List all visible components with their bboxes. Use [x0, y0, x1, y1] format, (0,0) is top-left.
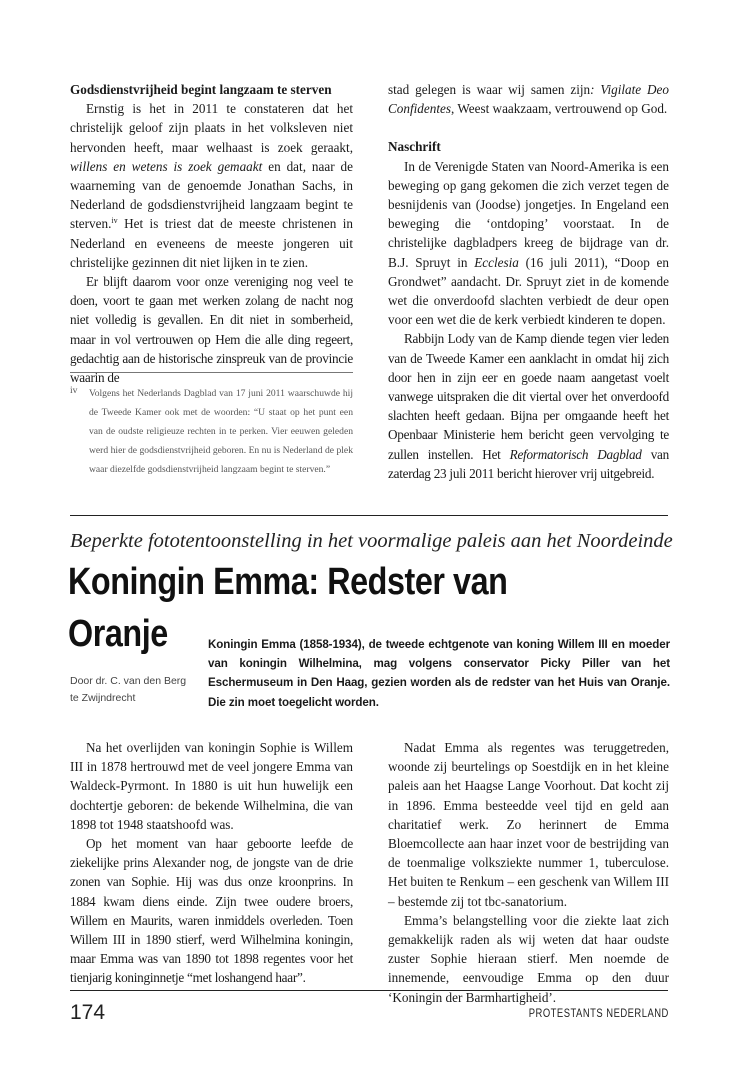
text-run: Rabbijn Lody van de Kamp diende tegen vier leden van de Tweede Kamer een aanklacht in omdat hij zich door hen in zijn eer en goede naam aangetast voelt vanwege uitspraken die dit viertal over het onverdoofd slachten heeft gedaan. Bijna per omgaande heeft het Openbaar Ministerie hem bericht geen vervolging te zullen instellen. Het: [388, 331, 669, 462]
paragraph: [70, 99, 353, 272]
section-heading-naschrift: Naschrift: [388, 139, 441, 155]
italic-phrase: Reformatorisch Dagblad: [509, 446, 642, 462]
paragraph: Op het moment van haar geboorte leefde de ziekelijke prins Alexander nog, de jongste van de drie zonen van Sophie. Hij was dus onze kroonprins. In 1884 kwam diens einde. Zijn twee oudere broers, Willem en Maurits, waren inmiddels overleden. Toen Willem III in 1890 stierf, werd Wilhelmina koningin, maar Emma was van 1890 tot 1898 regentes voor het tienjarig koninginnetje “met loshangend haar”.: [70, 836, 353, 986]
italic-phrase: Ecclesia: [474, 254, 519, 270]
text-run: Ernstig is het in 2011 te constateren dat het christelijk geloof zijn plaats in het volksleven niet hervonden heeft, maar welhaast is zoek geraakt,: [70, 101, 353, 155]
spacer: [388, 118, 669, 137]
bottom-right-column: [388, 738, 669, 1007]
paragraph: Emma’s belangstelling voor die ziekte laat zich gemakkelijk raden als wij weten dat haar oudste zuster Sophie hieraan stierf. Men noemde de innemende, eenvoudige Emma op den duur ‘Koningin der Barmhartigheid’.: [388, 912, 669, 1005]
footnote-text: Volgens het Nederlands Dagblad van 17 juni 2011 waarschuwde hij de Tweede Kamer ook met de woorden: “U staat op het punt een van de oudste religieuze rechten in te perken. Vier eeuwen geleden werd hier de godsdienstvrijheid geboren. En nu is Nederland de plek waar diezelfde godsdienstvrijheid langzaam begint te sterven.”: [89, 388, 353, 475]
publication-name: PROTESTANTS NEDERLAND: [528, 1008, 669, 1020]
footnote: [70, 384, 353, 479]
article-lead: Koningin Emma (1858-1934), de tweede echtgenote van koning Willem III en moeder van koningin Wilhelmina, mag volgens conservator Picky Piller van het Eschermuseum in Den Haag, gezien worden als de redster van het Huis van Oranje. Die zin moet toegelicht worden.: [208, 638, 670, 709]
paragraph: Na het overlijden van koningin Sophie is Willem III in 1878 hertrouwd met de veel jongere Emma van Waldeck-Pyrmont. In 1880 is uit hun huwelijk een dochtertje geboren: de bekende Wilhelmina, die van 1898 tot 1948 staatshoofd was.: [70, 740, 353, 832]
bottom-left-column: [70, 738, 353, 988]
article-headline: Koningin Emma: Redster van Oranje: [68, 561, 508, 655]
italic-phrase: willens en wetens is zoek gemaakt: [70, 158, 263, 174]
text-run: In de Verenigde Staten van Noord-Amerika is een beweging op gang gekomen die zich verzet tegen de besnijdenis van (Joodse) jongetjes. In Engeland een beweging die ‘ontdoping’ voorstaat. In de christelijke dagbladpers kreeg de bijdrage van dr. B.J. Spruyt in: [388, 158, 669, 270]
paragraph: Er blijft daarom voor onze vereniging nog veel te doen, voort te gaan met werken zolang de nacht nog niet volledig is gevallen. En dit niet in somberheid, maar in vol vertrouwen op Hem die alle ding regeert, gedachtig aan de historische zinspreuk van de provincie waarin de: [70, 274, 353, 386]
text-run: (16 juli 2011), “Doop en Grondwet” aandacht. Dr. Spruyt ziet in de komende wet die onverdoofd slachten verbiedt de deur open voor een wet die de kerk verbiedt kinderen te dopen.: [388, 254, 670, 328]
top-left-column: [70, 80, 353, 387]
footer-rule: [70, 990, 668, 991]
text-run: Het is triest dat de meeste christenen in Nederland en eveneens de meeste jongeren uit christelijke gezinnen dit niet lijken in te zien.: [70, 216, 353, 270]
article-kicker: Beperkte fototentoonstelling in het voormalige paleis aan het Noordeinde: [70, 530, 673, 552]
paragraph: Nadat Emma als regentes was teruggetreden, woonde zij beurtelings op Soestdijk en in het kleine paleis aan het Haagse Lange Voorhout. Dat kocht zij in 1896. Emma besteedde veel tijd en geld aan charitatief werk. Zo herinnert de Emma Bloemcollecte aan haar inzet voor de bestrijding van de toenmalige volksziekte nummer 1, tuberculose. Het buiten te Renkum – een geschenk van Willem III – bestemde zij tot tbc-sanatorium.: [388, 740, 669, 909]
paragraph: [388, 157, 669, 330]
footnote-reference: iv: [111, 216, 118, 226]
footnote-marker: iv: [70, 385, 78, 396]
text-run: van zaterdag 23 juli 2011 bericht hierover vrij uitgebreid.: [388, 446, 669, 481]
italic-phrase: : Vigilate Deo Confidentes: [388, 82, 669, 117]
paragraph: [388, 80, 669, 118]
text-run: stad gelegen is waar wij samen zijn: [388, 82, 591, 97]
top-right-column: [388, 80, 669, 483]
page-number: 174: [70, 1001, 106, 1024]
article-top-rule: [70, 515, 668, 516]
paragraph: [388, 329, 669, 483]
text-run: , Weest waakzaam, vertrouwend op God.: [451, 101, 668, 117]
byline-author: Door dr. C. van den Berg: [70, 675, 187, 687]
byline-location: te Zwijndrecht: [70, 691, 136, 704]
byline: [70, 673, 200, 706]
footnote-divider: [70, 372, 353, 373]
section-heading-godsdienstvrijheid: Godsdienstvrijheid begint langzaam te sterven: [70, 82, 332, 97]
text-run: en dat, naar de waarneming van de genoemde Jonathan Sachs, in Nederland de godsdienstvrijheid langzaam begint te sterven.: [70, 158, 354, 232]
